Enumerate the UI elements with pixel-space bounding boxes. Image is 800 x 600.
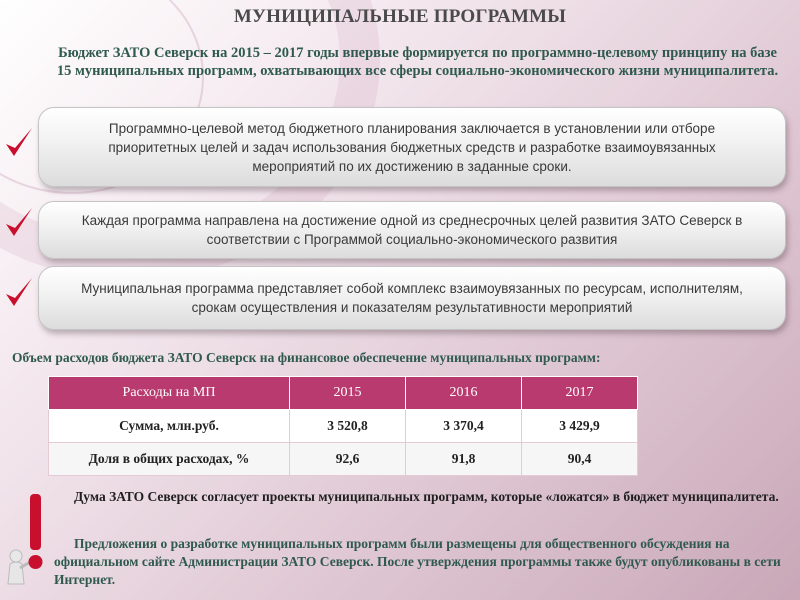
table-header-cell: 2016 <box>406 377 522 410</box>
table-header-cell: 2015 <box>290 377 406 410</box>
intro-text: Бюджет ЗАТО Северск на 2015 – 2017 годы впервые формируется по программно-целевому принципу на базе 15 муниципальных программ, охватывающих все сферы социально-экономического жизни муниципалитета. <box>56 45 779 79</box>
budget-table <box>48 376 638 476</box>
table-row <box>49 410 638 443</box>
info-card-program-goal <box>38 201 786 259</box>
checkmark-icon <box>4 276 34 310</box>
info-card-program-definition <box>38 266 786 330</box>
checkmark-icon <box>4 206 34 240</box>
info-card-text: Каждая программа направлена на достижение одной из среднесрочных целей развития ЗАТО Северск в соответствии с Программой социально-экономического развития <box>81 213 743 247</box>
table-header-cell: Расходы на МП <box>49 377 290 410</box>
exclamation-figure-icon <box>2 488 48 588</box>
table-header-cell: 2017 <box>522 377 638 410</box>
table-cell: 3 520,8 <box>290 410 406 443</box>
table-cell: 92,6 <box>290 443 406 476</box>
table-cell: 3 370,4 <box>406 410 522 443</box>
info-card-text: Муниципальная программа представляет собой комплекс взаимоувязанных по ресурсам, исполнителям, срокам осуществления и показателям результативности мероприятий <box>81 281 743 315</box>
table-cell: 90,4 <box>522 443 638 476</box>
table-cell: 91,8 <box>406 443 522 476</box>
table-cell: Сумма, млн.руб. <box>49 410 290 443</box>
table-cell: Доля в общих расходах, % <box>49 443 290 476</box>
table-cell: 3 429,9 <box>522 410 638 443</box>
paragraph-duma: Дума ЗАТО Северск согласует проекты муниципальных программ, которые «ложатся» в бюджет муниципалитета. <box>74 489 779 504</box>
table-title: Объем расходов бюджета ЗАТО Северск на финансовое обеспечение муниципальных программ: <box>12 350 601 365</box>
info-card-program-method <box>38 107 786 187</box>
page-title: МУНИЦИПАЛЬНЫЕ ПРОГРАММЫ <box>233 6 567 27</box>
checkmark-icon <box>4 126 34 160</box>
table-row <box>49 443 638 476</box>
info-card-text: Программно-целевой метод бюджетного планирования заключается в установлении или отборе приоритетных целей и задач использования бюджетных средств и разработке взаимоувязанных мероприятий по их достижению в заданные сроки. <box>108 120 716 174</box>
paragraph-public-discussion: Предложения о разработке муниципальных программ были размещены для общественного обсуждения на официальном сайте Администрации ЗАТО Северск. После утверждения программы также будут опубликованы в сети Интернет. <box>54 536 781 587</box>
table-header-row <box>49 377 638 410</box>
